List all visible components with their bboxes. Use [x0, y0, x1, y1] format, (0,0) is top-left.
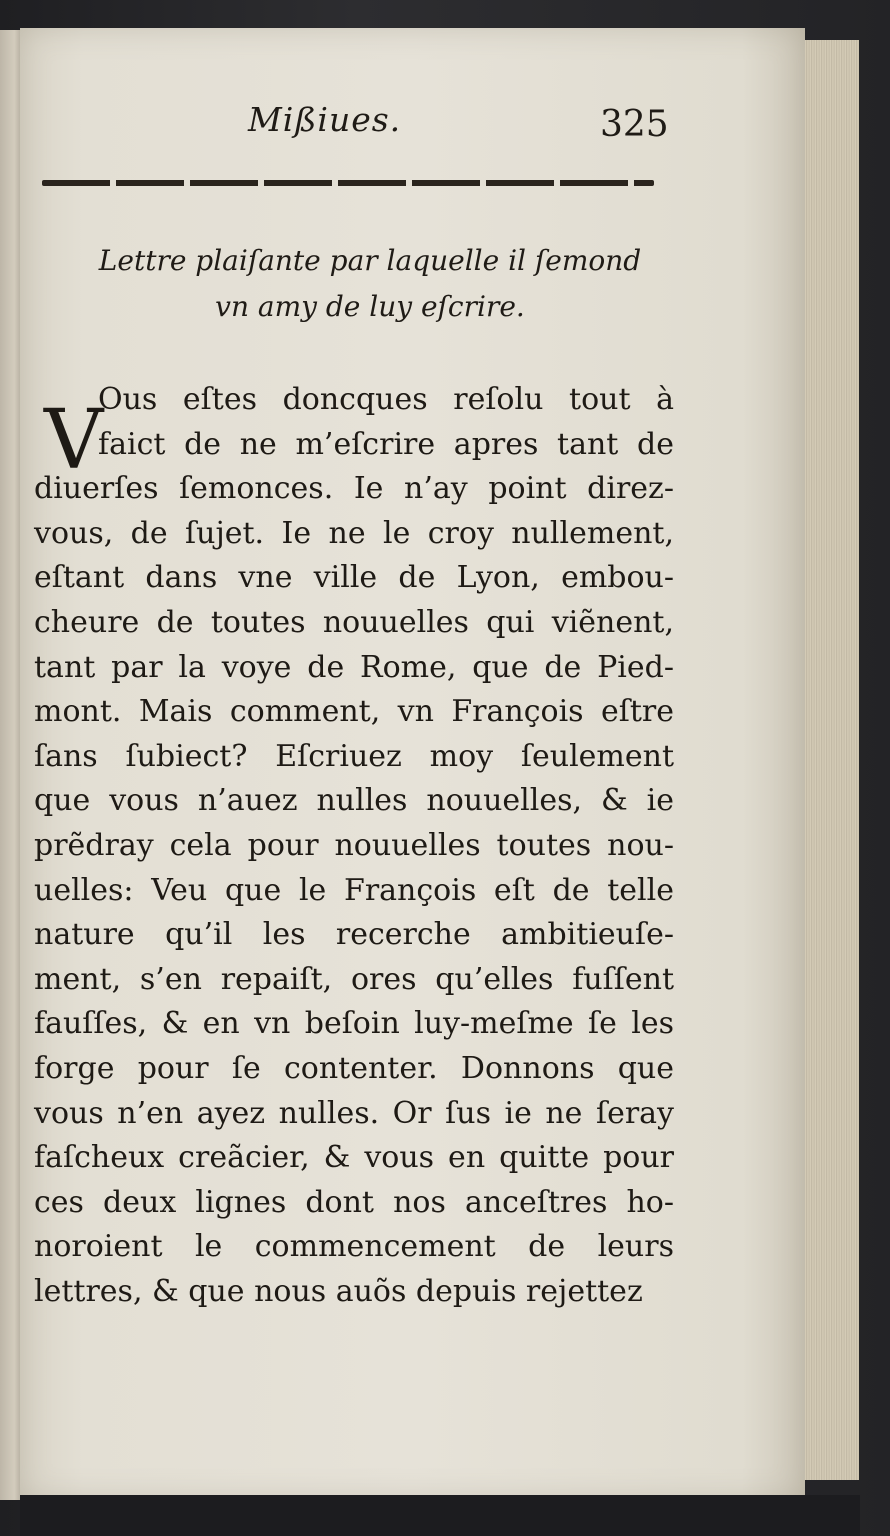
text-line: lettres, & que nous auõs depuis rejettez — [34, 1273, 643, 1309]
text-line: mont. Mais comment, vn François eſtre — [34, 694, 674, 730]
text-line: cheure de toutes nouuelles qui viẽnent, — [34, 604, 674, 640]
text-line: faſcheux creãcier, & vous en quitte pour — [34, 1140, 674, 1176]
text-line: forge pour ſe contenter. Donnons que — [34, 1050, 674, 1086]
text-line: fauſſes, & en vn beſoin luy-meſme ſe les — [34, 1006, 674, 1042]
text-line: que vous n’auez nulles nouuelles, & ie — [34, 783, 674, 819]
text-line: tant par la voye de Rome, que de Pied- — [34, 649, 674, 685]
page-number: 325 — [600, 104, 669, 145]
text-line: uelles: Veu que le François eſt de telle — [34, 872, 674, 908]
text-line: Ous eſtes doncques reſolu tout à — [98, 382, 674, 417]
text-line: vous, de ſujet. Ie ne le croy nullement, — [34, 515, 674, 551]
text-line: nature qu’il les recerche ambitieuſe- — [34, 917, 674, 953]
text-line: prẽdray cela pour nouuelles toutes nou- — [34, 827, 674, 863]
text-line: noroient le commencement de leurs — [34, 1229, 674, 1265]
scan-bottom-margin — [20, 1495, 860, 1536]
text-line: vous n’en ayez nulles. Or ſus ie ne ſeray — [34, 1095, 674, 1131]
text-line: ment, s’en repaiſt, ores qu’elles fuſſent — [34, 961, 674, 997]
letter-heading — [60, 238, 680, 330]
running-head — [20, 98, 805, 158]
text-line: diuerſes ſemonces. Ie n’ay point direz- — [34, 471, 674, 507]
ornamental-rule — [42, 180, 654, 186]
book-page — [20, 28, 805, 1500]
heading-line: vn amy de luy eſcrire. — [215, 290, 525, 323]
letter-body — [34, 378, 674, 1314]
text-line: eſtant dans vne ville de Lyon, embou- — [34, 560, 674, 596]
book-fore-edge — [800, 40, 859, 1480]
text-line: ſans ſubiect? Eſcriuez moy ſeulement — [34, 738, 674, 774]
running-title: Mißiues. — [248, 100, 402, 139]
heading-line: Lettre plaiſante par laquelle il ſemond — [98, 244, 642, 277]
drop-cap: V — [44, 393, 104, 488]
text-line: ces deux lignes dont nos anceſtres ho- — [34, 1184, 674, 1220]
text-line: faict de ne m’eſcrire apres tant de — [98, 426, 674, 462]
